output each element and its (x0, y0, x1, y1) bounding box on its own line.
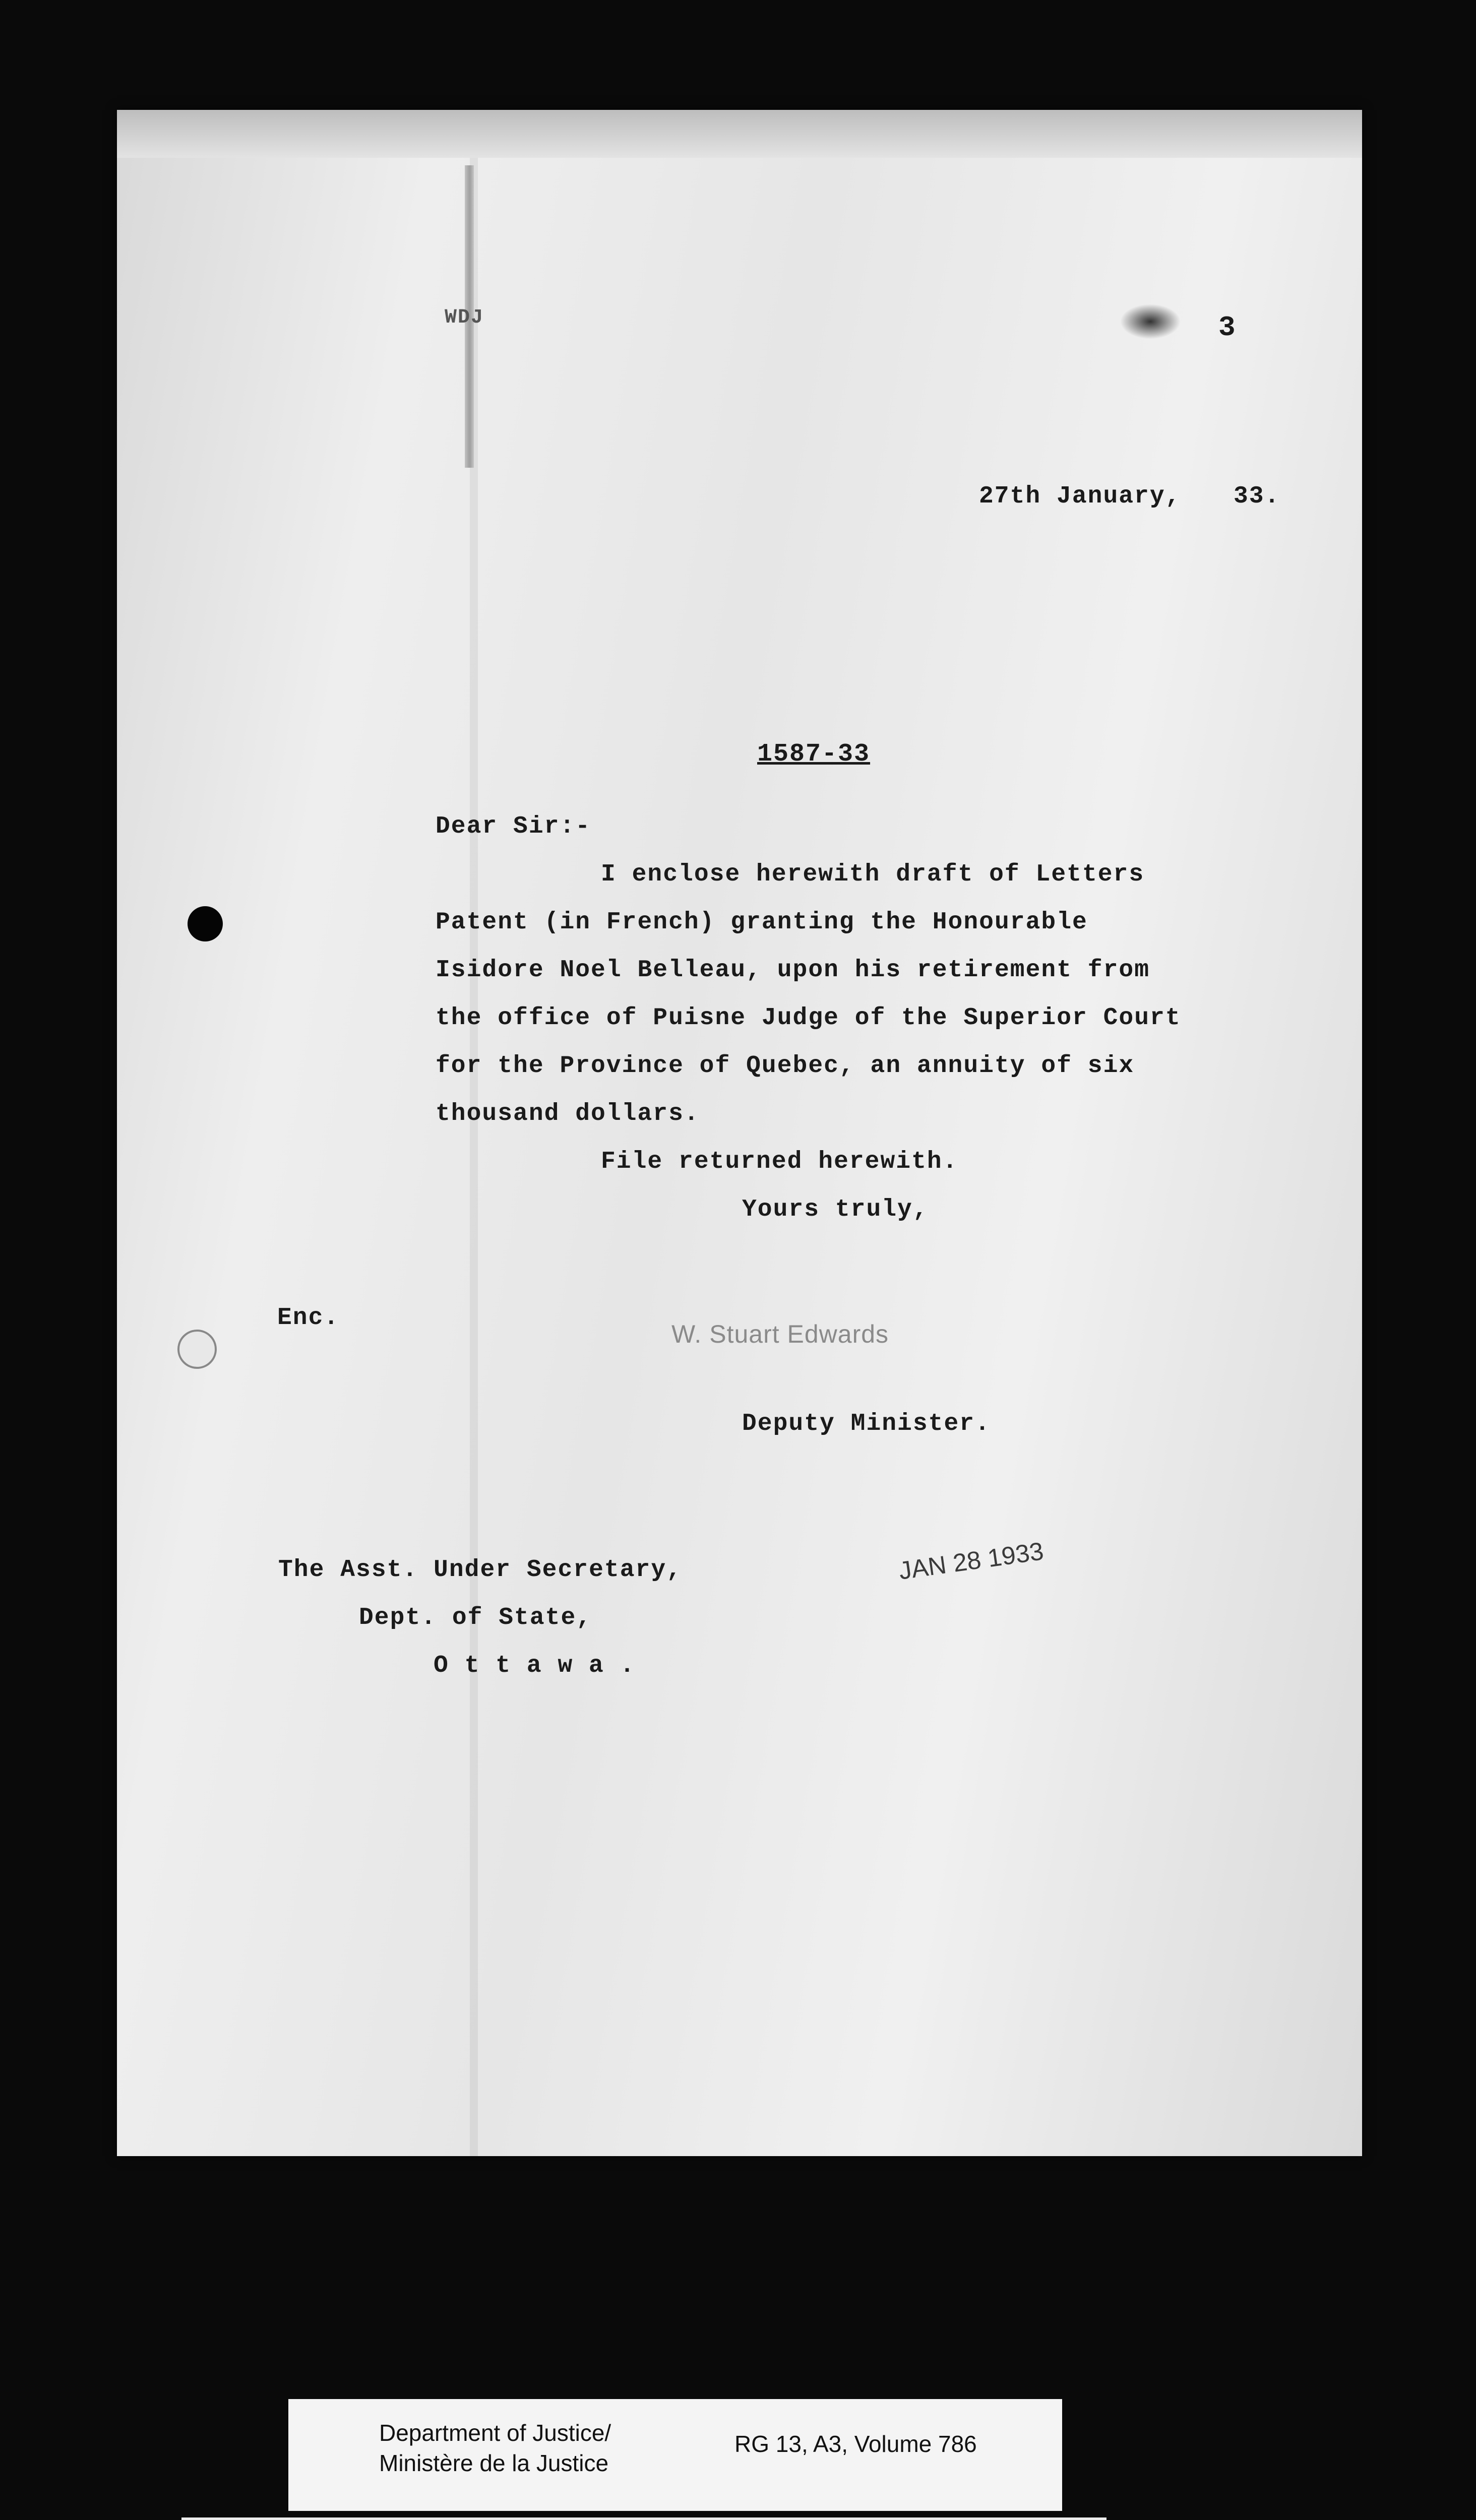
file-reference: 1587-33 (757, 740, 871, 769)
address-line: O t t a w a . (434, 1652, 636, 1679)
signature: W. Stuart Edwards (671, 1320, 889, 1348)
folded-top-edge (117, 110, 1362, 158)
valediction: Yours truly, (742, 1196, 929, 1223)
page-number: 3 (1218, 311, 1237, 344)
body-line: Patent (in French) granting the Honourable (436, 909, 1088, 936)
typist-initials: WDJ (445, 306, 484, 329)
salutation: Dear Sir:- (436, 813, 591, 840)
punch-hole-reinforced (177, 1330, 217, 1369)
body-line: I enclose herewith draft of Letters (601, 861, 1145, 888)
ink-smudge (1120, 304, 1181, 339)
punch-hole (188, 906, 223, 941)
body-line: the office of Puisne Judge of the Superior Court (436, 1004, 1181, 1032)
archive-reference-label (288, 2399, 1062, 2511)
letter-date-year: 33. (1234, 483, 1280, 510)
body-line: for the Province of Quebec, an annuity of six (436, 1052, 1135, 1080)
public-archives-label (181, 2517, 1106, 2520)
enclosure-note: Enc. (277, 1304, 340, 1332)
signatory-title: Deputy Minister. (742, 1410, 991, 1437)
body-line: Isidore Noel Belleau, upon his retirement from (436, 957, 1150, 984)
body-line: thousand dollars. (436, 1100, 700, 1127)
archive-reference: RG 13, A3, Volume 786 (734, 2431, 977, 2457)
department-fr: Ministère de la Justice (379, 2450, 609, 2476)
letter-page (117, 110, 1362, 2156)
department-en: Department of Justice/ (379, 2420, 611, 2446)
address-line: The Asst. Under Secretary, (278, 1556, 682, 1584)
letter-date: 27th January, (979, 483, 1181, 510)
address-line: Dept. of State, (359, 1604, 592, 1631)
closing-line: File returned herewith. (601, 1148, 958, 1175)
received-date-stamp: JAN 28 1933 (897, 1537, 1046, 1585)
